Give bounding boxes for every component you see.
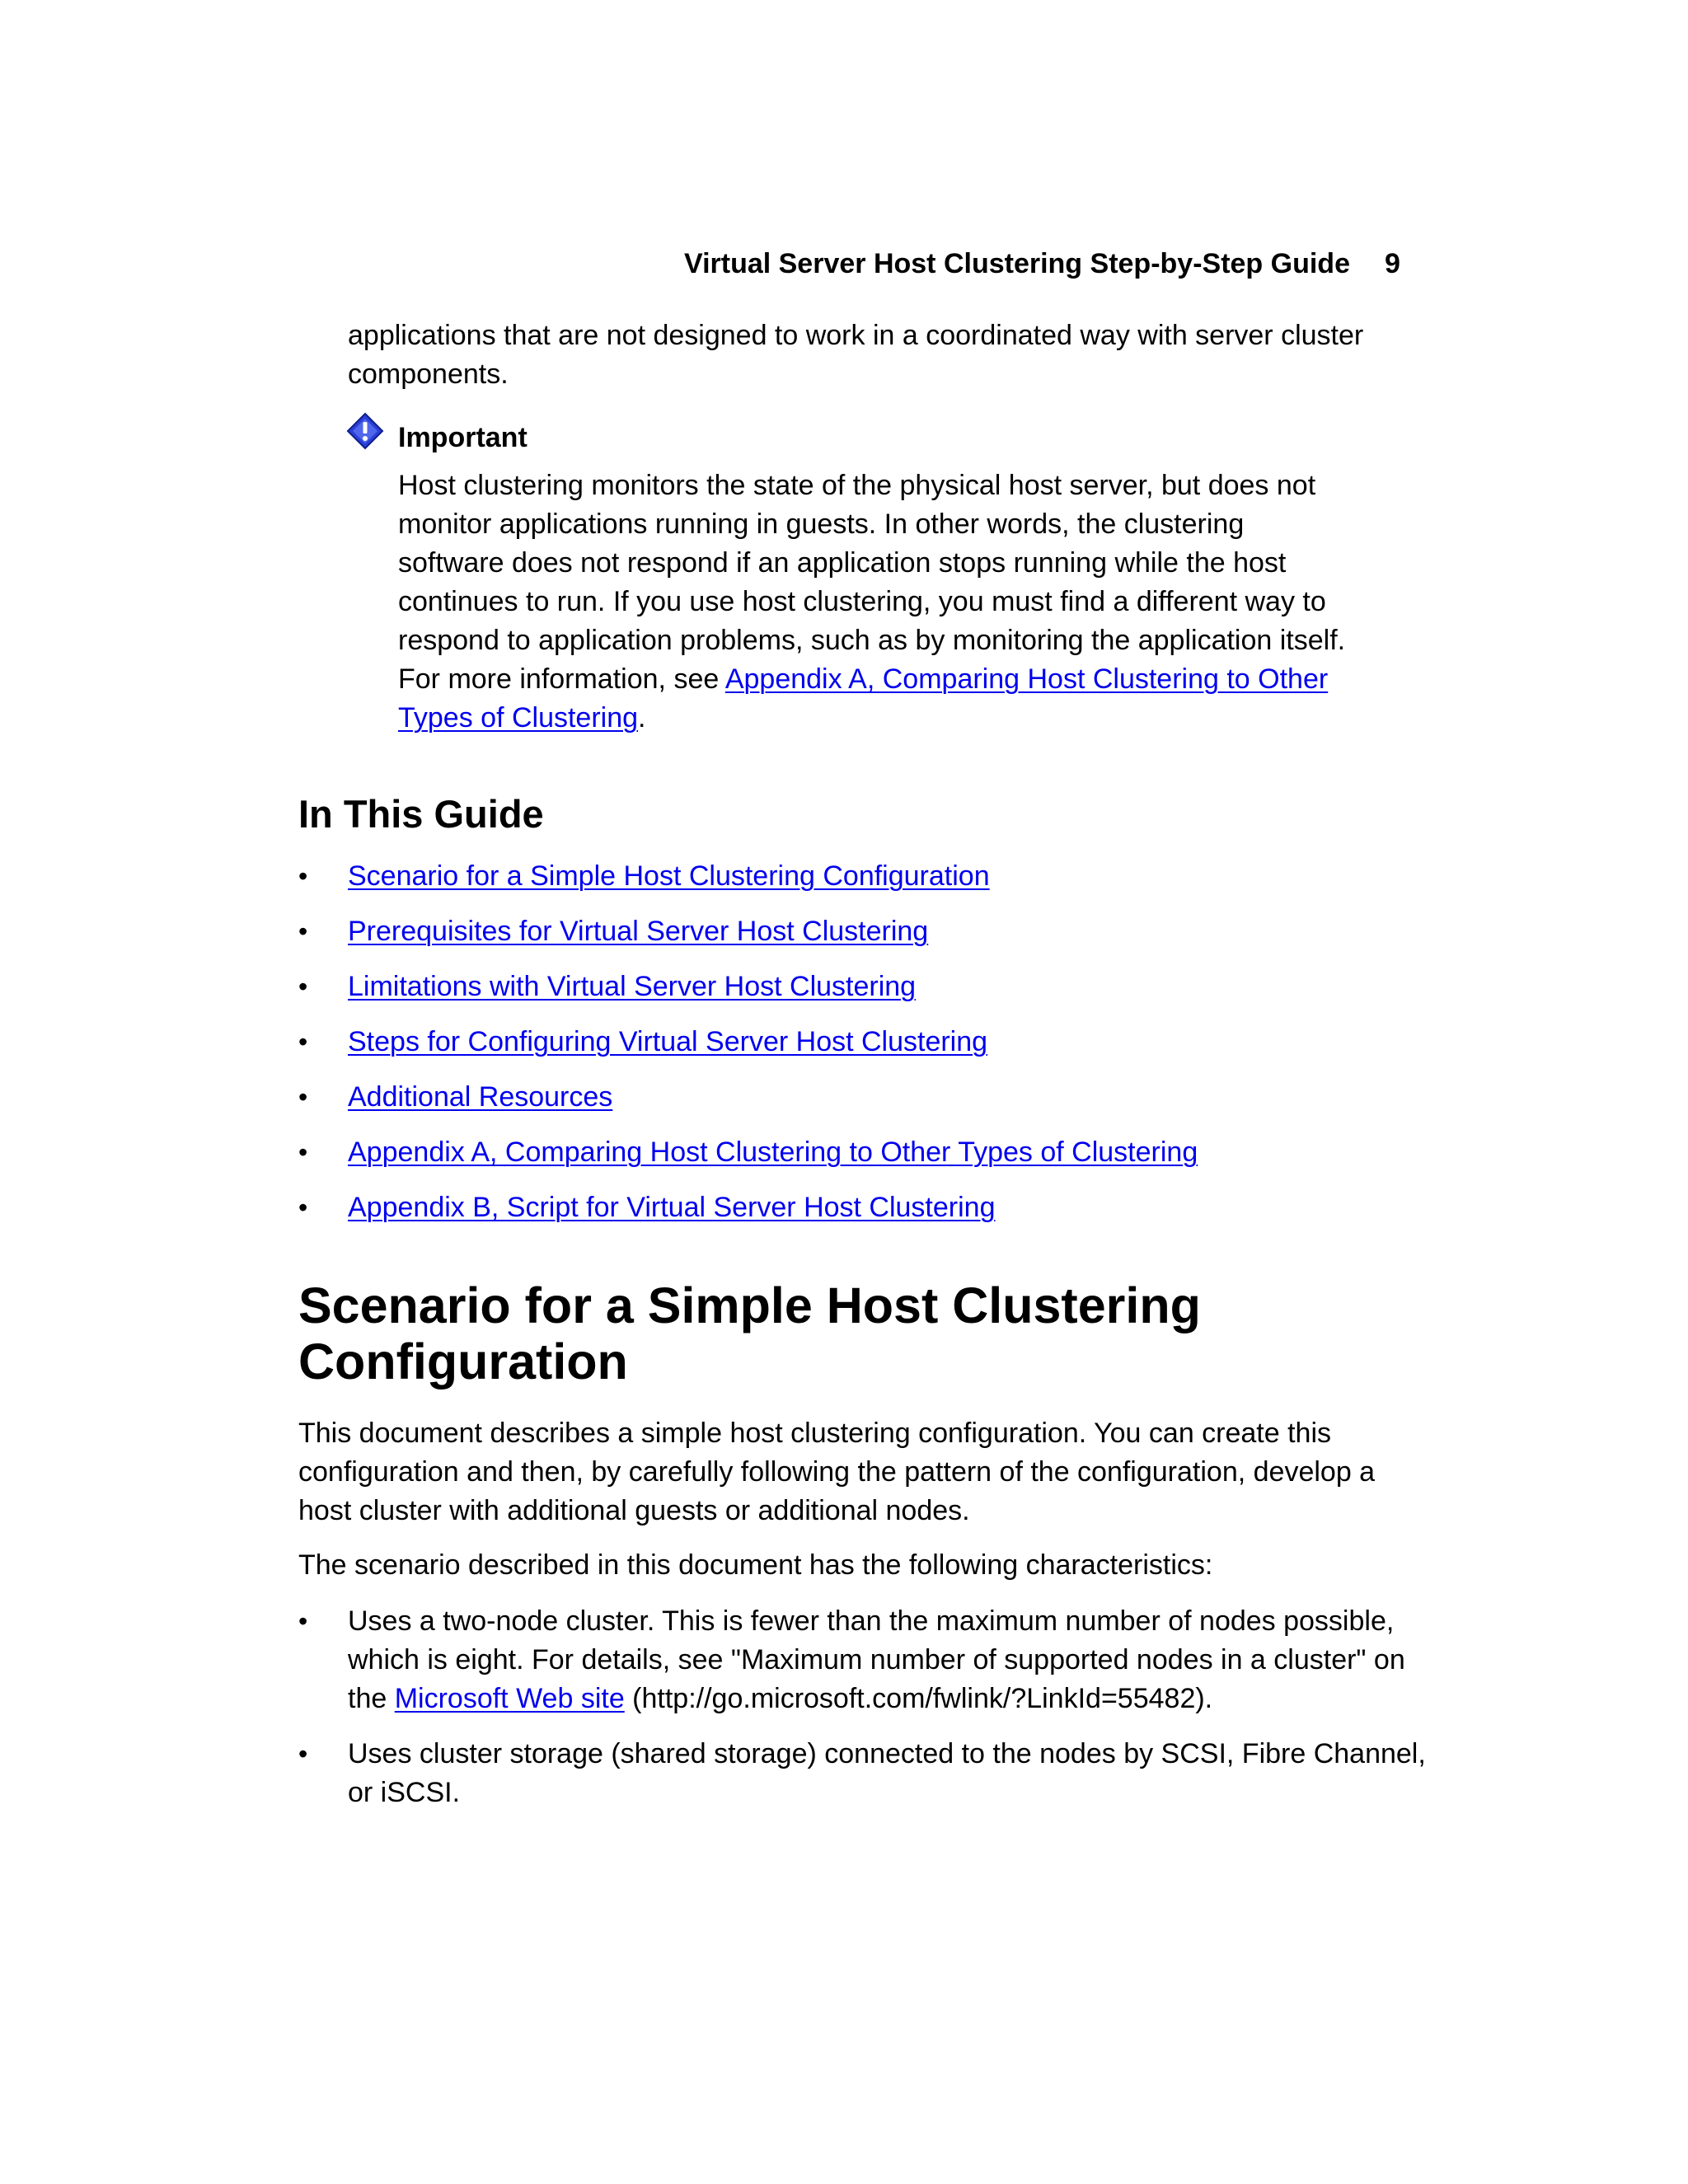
scenario-paragraph-2: The scenario described in this document has the following characteristics: [298,1549,1213,1581]
in-this-guide-list [298,857,1452,1244]
page-number: 9 [1384,248,1400,279]
important-note-period: . [638,702,646,733]
bullet: • [298,1027,308,1057]
bullet: • [298,1739,308,1769]
characteristic-url-text: (http://go.microsoft.com/fwlink/?LinkId=55482). [624,1683,1213,1714]
link-prerequisites[interactable]: Prerequisites for Virtual Server Host Clustering [348,916,929,947]
characteristic-text: Uses a two-node cluster. This is fewer than the maximum number of nodes possible, which is eight. For details, see "Maximum number of supported nodes in a cluster" on the [348,1605,1405,1714]
link-steps[interactable]: Steps for Configuring Virtual Server Host Clustering [348,1026,988,1057]
important-title: Important [398,422,528,453]
scenario-heading: Scenario for a Simple Host Clustering Configuration [298,1277,1201,1390]
link-limitations[interactable]: Limitations with Virtual Server Host Clustering [348,971,917,1002]
link-appendix-a[interactable]: Appendix A, Comparing Host Clustering to Other Types of Clustering [398,663,1329,733]
link-appendix-b[interactable]: Appendix B, Script for Virtual Server Host Clustering [348,1192,996,1223]
bullet: • [298,972,308,1001]
bullet: • [298,916,308,946]
important-note-text: Host clustering monitors the state of the physical host server, but does not monitor applications running in guests. In other words, the clustering software does not respond if an application stops running while the host continues to run. If you use host clustering, you must find a different way to respond to application problems, such as by monitoring the application itself. For more information, see [398,470,1346,695]
bullet: • [298,1137,308,1167]
link-scenario[interactable]: Scenario for a Simple Host Clustering Configuration [348,860,990,892]
guide-list-item [298,857,1452,912]
guide-list-item [298,912,1452,968]
in-this-guide-heading: In This Guide [298,792,544,836]
important-diamond-icon [346,412,384,450]
important-note-body [398,466,1354,738]
characteristic-item [298,1602,1436,1718]
header-title: Virtual Server Host Clustering Step-by-Step Guide [684,248,1350,279]
bullet: • [298,861,308,891]
characteristic-text: Uses cluster storage (shared storage) connected to the nodes by SCSI, Fibre Channel, or iSCSI. [348,1738,1426,1808]
intro-paragraph: applications that are not designed to work in a coordinated way with server cluster components. [348,320,1364,390]
guide-list-item [298,1023,1452,1078]
bullet: • [298,1606,308,1636]
characteristics-list [298,1602,1436,1829]
bullet: • [298,1193,308,1222]
guide-list-item [298,968,1452,1023]
guide-list-item [298,1078,1452,1133]
characteristic-item [298,1735,1436,1812]
link-microsoft-web-site[interactable]: Microsoft Web site [394,1683,625,1714]
guide-list-item [298,1188,1452,1244]
link-additional-resources[interactable]: Additional Resources [348,1081,613,1113]
running-header [684,244,1400,284]
bullet: • [298,1082,308,1112]
guide-list-item [298,1133,1452,1188]
scenario-paragraph-1: This document describes a simple host clustering configuration. You can create this configuration and then, by carefully following the pattern of the configuration, develop a host cluster with additional guests or additional nodes. [298,1418,1376,1526]
link-appendix-a-list[interactable]: Appendix A, Comparing Host Clustering to Other Types of Clustering [348,1137,1198,1168]
